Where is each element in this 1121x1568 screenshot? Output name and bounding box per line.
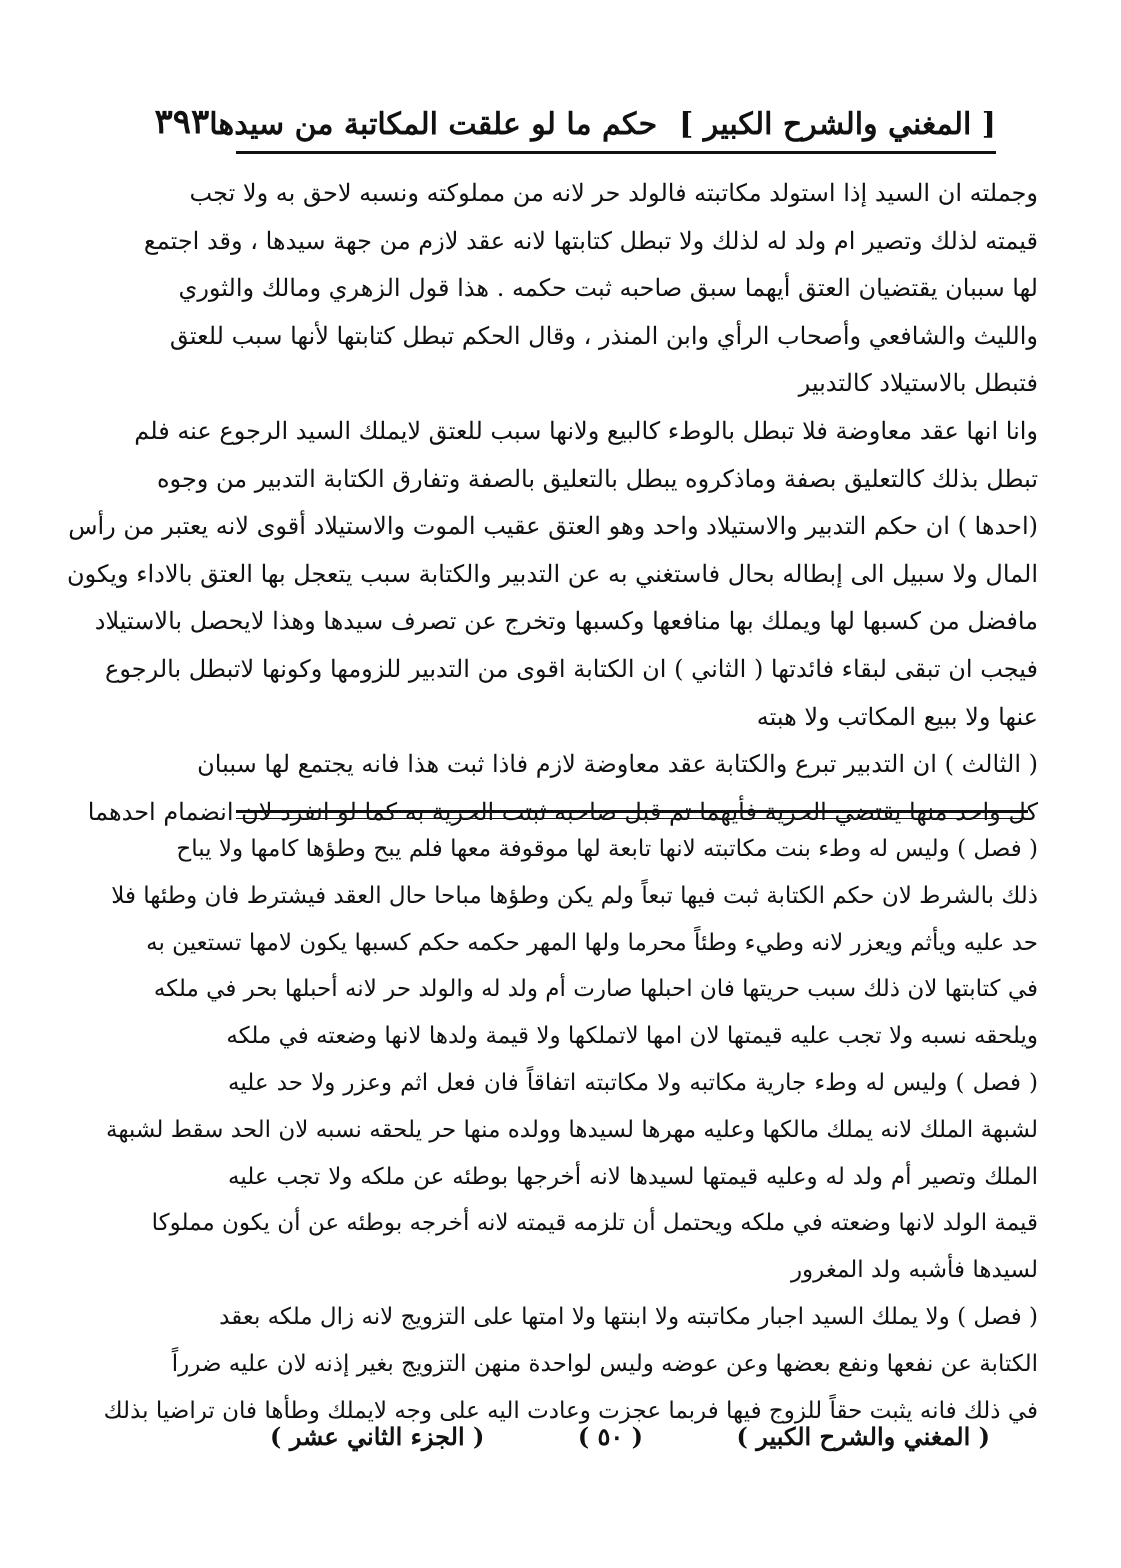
section-separator-thin <box>236 818 1028 819</box>
text-line: لشبهة الملك لانه يملك مالكها وعليه مهرها لسيدها وولده منها حر يلحقه نسبه لان الحد سقط لشبهة <box>105 1116 1038 1143</box>
main-text <box>103 826 1038 1434</box>
text-line: ( الثالث ) ان التدبير تبرع والكتابة عقد معاوضة لازم فاذا ثبت هذا فانه يجتمع لها سببان <box>197 750 1038 779</box>
running-header <box>154 98 996 142</box>
text-line: المال ولا سبيل الى إبطاله بحال فاستغني به عن التدبير والكتابة سبب يتعجل بها العتق بالاداء ويكون <box>67 559 1038 588</box>
page-number: ٣٩٣ <box>154 102 210 142</box>
header-section-title: حكم ما لو علقت المكاتبة من سيدها <box>209 107 658 142</box>
text-line: في ذلك فانه يثبت حقاً للزوج فيها فربما عجزت وعادت اليه على وجه لايملك وطأها فان تراضيا بذلك <box>103 1397 1038 1424</box>
text-line: الكتابة عن نفعها ونفع بعضها وعن عوضه وليس لواحدة منهن التزويج بغير إذنه لان عليه ضرراً <box>171 1350 1038 1377</box>
text-line: والليث والشافعي وأصحاب الرأي وابن المنذر ، وقال الحكم تبطل كتابتها لأنها سبب للعتق <box>169 321 1038 350</box>
footer-book-title: ( المغني والشرح الكبير ) <box>736 1422 990 1451</box>
section-separator-thick <box>236 810 1028 813</box>
text-line: الملك وتصير أم ولد له وعليه قيمتها لسيدها لانه أخرجها بوطئه عن ملكه ولا تجب عليه <box>228 1163 1038 1190</box>
text-line: فتبطل بالاستيلاد كالتدبير <box>798 369 1038 398</box>
text-line: تبطل بذلك كالتعليق بصفة وماذكروه يبطل بالتعليق بالصفة وتفارق الكتابة التدبير من وجوه <box>156 464 1038 493</box>
text-line: فيجب ان تبقى لبقاء فائدتها ( الثاني ) ان الكتابة اقوى من التدبير للزومها وكونها لاتبطل بالرجوع <box>105 654 1038 683</box>
text-line: لها سببان يقتضيان العتق أيهما سبق صاحبه ثبت حكمه . هذا قول الزهري ومالك والثوري <box>178 274 1038 303</box>
footer-volume: ( الجزء الثاني عشر ) <box>270 1422 485 1451</box>
text-line: قيمة الولد لانها وضعته في ملكه ويحتمل أن تلزمه قيمته لانه أخرجه بوطئه عن أن يكون مملوكا <box>151 1210 1038 1237</box>
text-line: وانا انها عقد معاوضة فلا تبطل بالوطء كالبيع ولانها سبب للعتق لايملك السيد الرجوع عنه فلم <box>134 416 1038 445</box>
text-line: ( فصل ) ولا يملك السيد اجبار مكاتبته ولا ابنتها ولا امتها على التزويج لانه زال ملكه بعقد <box>219 1303 1038 1330</box>
text-line: قيمته لذلك وتصير ام ولد له لذلك ولا تبطل كتابتها لانه عقد لازم من جهة سيدها ، وقد اجتمع <box>143 226 1038 255</box>
text-line: عنها ولا ببيع المكاتب ولا هبته <box>756 702 1038 731</box>
text-line: (احدها ) ان حكم التدبير والاستيلاد واحد وهو العتق عقيب الموت والاستيلاد أقوى لانه يعتبر من رأس <box>68 512 1038 541</box>
text-line: في كتابتها لان ذلك سبب حريتها فان احبلها صارت أم ولد له والولد حر لانه أحبلها بحر في ملكه <box>153 976 1038 1003</box>
page-footer <box>270 1422 990 1462</box>
commentary-text <box>67 170 1038 836</box>
text-line: حد عليه ويأثم ويعزر لانه وطيء وطئاً محرما ولها المهر حكمه حكم كسبها يكون لامها تستعين به <box>146 929 1038 956</box>
text-line: ( فصل ) وليس له وطء بنت مكاتبته لانها تابعة لها موقوفة معها فلم يبح وطؤها كامها ولا يباح <box>176 836 1038 862</box>
text-line: مافضل من كسبها لها ويملك بها منافعها وكسبها وتخرج عن تصرف سيدها وهذا لايحصل بالاستيلاد <box>94 607 1038 636</box>
text-line: لسيدها فأشبه ولد المغرور <box>790 1257 1038 1284</box>
header-book-title: [ المغني والشرح الكبير ] <box>679 107 996 142</box>
text-line: ويلحقه نسبه ولا تجب عليه قيمتها لان امها لاتملكها ولا قيمة ولدها لانها وضعته في ملكه <box>226 1023 1038 1050</box>
text-line: ( فصل ) وليس له وطء جارية مكاتبه ولا مكاتبته اتفاقاً فان فعل اثم وعزر ولا حد عليه <box>228 1069 1038 1096</box>
text-line: ذلك بالشرط لان حكم الكتابة ثبت فيها تبعاً ولم يكن وطؤها مباحا حال العقد فيشترط فان وطئها فلا <box>111 882 1038 909</box>
header-rule <box>236 151 996 154</box>
text-line: وجملته ان السيد إذا استولد مكاتبته فالولد حر لانه من مملوكته ونسبه لاحق به ولا تجب <box>189 179 1038 207</box>
footer-signature: ( ٥٠ ) <box>577 1422 644 1451</box>
text-line: كل واحد منها يقتضي الحرية فأيهما تم قبل صاحبه ثبتت الحرية به كما لو انفرد لان انضمام احدهما <box>87 797 1038 826</box>
